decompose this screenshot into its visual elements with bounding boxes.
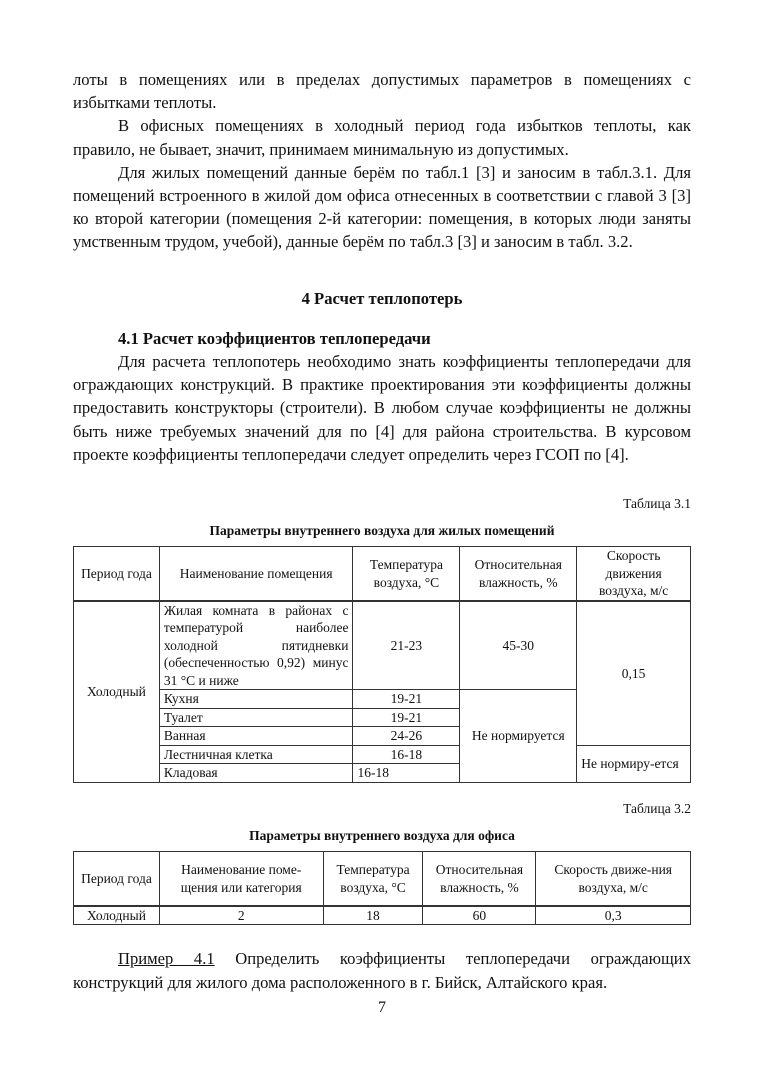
cell-room: Жилая комната в районах с температурой наиболее холодной пятидневки (обеспеченностью 0,92) минус 31 °C и ниже bbox=[159, 601, 353, 690]
cell-speed: 0,3 bbox=[536, 906, 691, 925]
subsection-title: 4.1 Расчет коэффициентов теплопередачи bbox=[118, 328, 431, 348]
header-humidity: Относительная влажность, % bbox=[423, 852, 536, 906]
table-row bbox=[74, 906, 691, 925]
section-title: 4 Расчет теплопотерь bbox=[301, 288, 463, 308]
cell-period: Холодный bbox=[74, 906, 160, 925]
table-office-air bbox=[73, 851, 691, 925]
cell-temp: 18 bbox=[323, 906, 423, 925]
header-temp: Температура воздуха, °C bbox=[353, 547, 460, 601]
table2-label: Таблица 3.2 bbox=[623, 800, 691, 816]
header-period: Период года bbox=[74, 547, 160, 601]
document-page bbox=[73, 68, 691, 994]
cell-temp: 21-23 bbox=[353, 601, 460, 690]
table-row bbox=[74, 745, 691, 764]
cell-humidity: Не нормируется bbox=[460, 690, 577, 783]
cell-room: Ванная bbox=[159, 727, 353, 746]
cell-period: Холодный bbox=[74, 601, 160, 783]
header-speed: Скорость движения воздуха, м/с bbox=[577, 547, 691, 601]
cell-temp: 19-21 bbox=[353, 708, 460, 727]
table1-label: Таблица 3.1 bbox=[623, 496, 691, 512]
header-category: Наименование поме-щения или категория bbox=[159, 852, 323, 906]
example-label: Пример 4.1 bbox=[118, 949, 215, 969]
header-speed: Скорость движе-ния воздуха, м/с bbox=[536, 852, 691, 906]
header-temp: Температура воздуха, °C bbox=[323, 852, 423, 906]
cell-humidity: 60 bbox=[423, 906, 536, 925]
paragraph-continued: лоты в помещениях или в пределах допустимых параметров в помещениях с избытками теплоты. bbox=[73, 70, 691, 113]
table-residential-air bbox=[73, 546, 691, 783]
paragraph-office: В офисных помещениях в холодный период года избытков теплоты, как правило, не бывает, значит, принимаем минимальную из допустимых. bbox=[73, 116, 691, 159]
page-number: 7 bbox=[378, 999, 386, 1016]
header-humidity: Относительная влажность, % bbox=[460, 547, 577, 601]
cell-temp: 16-18 bbox=[353, 745, 460, 764]
cell-room: Лестничная клетка bbox=[159, 745, 353, 764]
subsection-paragraph: Для расчета теплопотерь необходимо знать коэффициенты теплопередачи для ограждающих конструкций. В практике проектирования эти коэффициенты должны предоставить конструкторы (строители). В любом случае коэффициенты не должны быть ниже требуемых значений для по [4] для района строительства. В курсовом проекте коэффициенты теплопередачи следует определить через ГСОП по [4]. bbox=[73, 352, 691, 464]
table-row bbox=[74, 601, 691, 690]
header-room: Наименование помещения bbox=[159, 547, 353, 601]
example-paragraph bbox=[73, 947, 691, 993]
table2-title: Параметры внутреннего воздуха для офиса bbox=[249, 828, 515, 844]
cell-temp: 24-26 bbox=[353, 727, 460, 746]
cell-temp: 19-21 bbox=[353, 690, 460, 709]
table1-title: Параметры внутреннего воздуха для жилых помещений bbox=[209, 523, 555, 539]
cell-room: Туалет bbox=[159, 708, 353, 727]
paragraph-residential: Для жилых помещений данные берём по табл.1 [3] и заносим в табл.3.1. Для помещений встроенного в жилой дом офиса отнесенных в соответствии с главой 3 [3] ко второй категории (помещения 2-й категории: помещения, в которых люди заняты умственным трудом, учебой), данные берём по табл.3 [3] и заносим в табл. 3.2. bbox=[73, 162, 691, 252]
cell-humidity: 45-30 bbox=[460, 601, 577, 690]
cell-temp: 16-18 bbox=[353, 764, 460, 783]
table-header-row bbox=[74, 547, 691, 601]
cell-category: 2 bbox=[159, 906, 323, 925]
cell-speed: 0,15 bbox=[577, 601, 691, 746]
header-period: Период года bbox=[74, 852, 160, 906]
cell-speed-not-normed: Не нормиру-ется bbox=[577, 745, 691, 782]
table-header-row bbox=[74, 852, 691, 906]
cell-room: Кухня bbox=[159, 690, 353, 709]
cell-room: Кладовая bbox=[159, 764, 353, 783]
example-text: Определить коэффициенты теплопередачи ограждающих конструкций для жилого дома расположенного в г. Бийск, Алтайского края. bbox=[73, 949, 691, 992]
